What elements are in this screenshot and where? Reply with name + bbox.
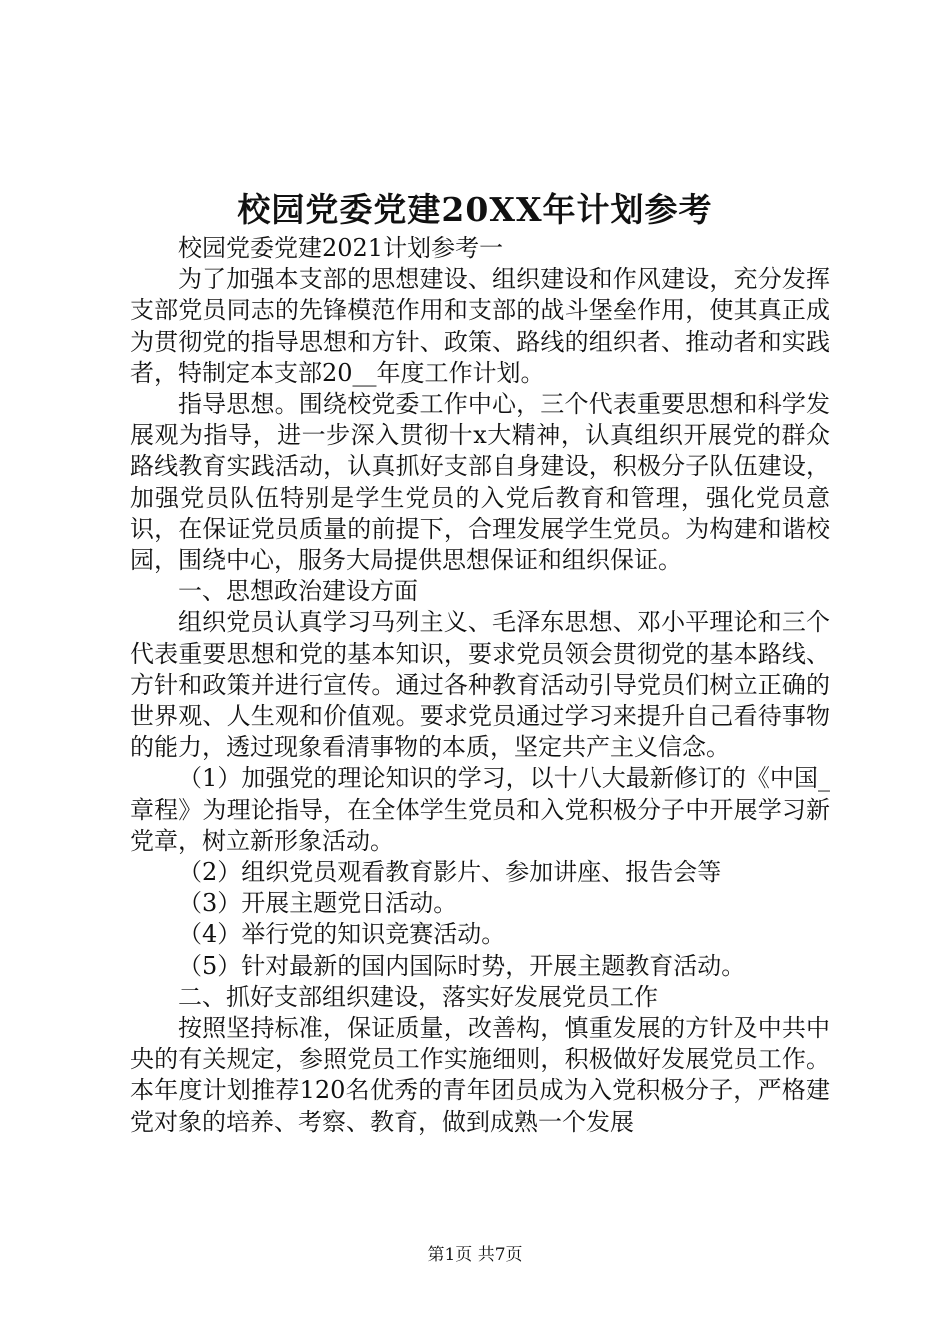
list-item-5: （5）针对最新的国内国际时势，开展主题教育活动。 xyxy=(178,951,746,980)
list-item-2: （2）组织党员观看教育影片、参加讲座、报告会等 xyxy=(178,858,722,887)
paragraph-guiding-ideology: 指导思想。围绕校党委工作中心，三个代表重要思想和科学发展观为指导，进一步深入贯彻十x大精神，认真组织开展党的群众路线教育实践活动，认真抓好支部自身建设，积极分子队伍建设，加强党员队伍特别是学生党员的入党后教育和管理，强化党员意识，在保证党员质量的前提下，合理发展学生党员。为构建和谐校园，围绕中心，服务大局提供思想保证和组织保证。 xyxy=(130,390,830,575)
list-item-1: （1）加强党的理论知识的学习，以十八大最新修订的《中国_章程》为理论指导，在全体学生党员和入党积极分子中开展学习新党章，树立新形象活动。 xyxy=(130,764,830,855)
document-title: 校园党委党建20XX年计划参考 xyxy=(237,190,713,229)
document-body xyxy=(130,233,830,1138)
section-heading-organization: 二、抓好支部组织建设，落实好发展党员工作 xyxy=(178,982,658,1011)
section-heading-political: 一、思想政治建设方面 xyxy=(178,577,418,606)
paragraph-organization: 按照坚持标准，保证质量，改善构，慎重发展的方针及中共中央的有关规定，参照党员工作实施细则，积极做好发展党员工作。本年度计划推荐120名优秀的青年团员成为入党积极分子，严格建党对象的培养、考察、教育，做到成熟一个发展 xyxy=(130,1014,830,1136)
paragraph-subtitle: 校园党委党建2021计划参考一 xyxy=(178,234,504,262)
paragraph-political-study: 组织党员认真学习马列主义、毛泽东思想、邓小平理论和三个代表重要思想和党的基本知识，要求党员领会贯彻党的基本路线、方针和政策并进行宣传。通过各种教育活动引导党员们树立正确的世界观、人生观和价值观。要求党员通过学习来提升自己看待事物的能力，透过现象看清事物的本质，坚定共产主义信念。 xyxy=(130,608,830,762)
list-item-3: （3）开展主题党日活动。 xyxy=(178,889,458,918)
paragraph-intro: 为了加强本支部的思想建设、组织建设和作风建设，充分发挥支部党员同志的先锋模范作用和支部的战斗堡垒作用，使其真正成为贯彻党的指导思想和方针、政策、路线的组织者、推动者和实践者，特制定本支部20__年度工作计划。 xyxy=(130,265,830,387)
page-footer: 第1页 共7页 xyxy=(427,1245,523,1265)
list-item-4: （4）举行党的知识竞赛活动。 xyxy=(178,920,506,949)
